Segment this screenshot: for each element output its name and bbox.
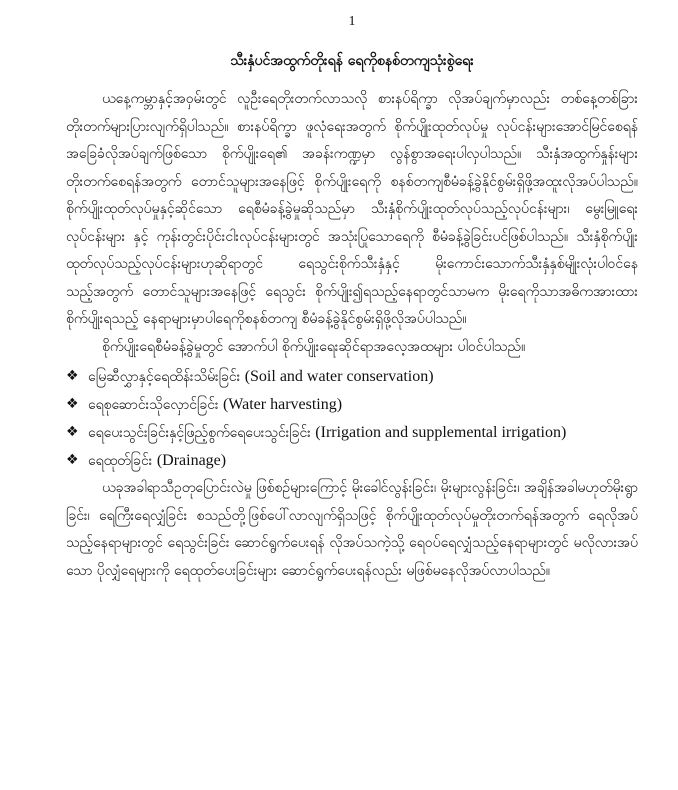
diamond-bullet-icon: ❖ — [66, 424, 79, 440]
page-number: 1 — [348, 14, 356, 29]
list-item-text: ရေထုတ်ခြင်း — [88, 453, 153, 469]
diamond-bullet-icon: ❖ — [66, 396, 79, 412]
list-item-english: (Water harvesting) — [222, 396, 343, 413]
list-item-text: ရေပေးသွင်းခြင်းနှင့်ဖြည့်စွက်ရေပေးသွင်းခြင်း — [88, 425, 311, 441]
list-item-text: မြေဆီလွှာနှင့်ရေထိန်းသိမ်းခြင်း — [88, 369, 241, 385]
document-title: သီးနှံပင်အထွက်တိုးရန် ရေကိုစနစ်တကျသုံးစွဲရေး — [230, 53, 474, 69]
list-item-english: (Soil and water conservation) — [244, 368, 434, 385]
list-item-text: ရေစုဆောင်းသိုလှောင်ခြင်း — [88, 397, 219, 413]
document-page — [66, 10, 638, 585]
list-item — [66, 419, 638, 447]
practices-list — [66, 363, 638, 475]
intro-paragraph: ယနေ့ကမ္ဘာနှင့်အဝှမ်းတွင် လူဦးရေတိုးတက်လာသလို စားနပ်ရိက္ခာ လိုအပ်ချက်မှာလည်း တစ်နေ့တစ်ခြား တိုးတက်များပြားလျက်ရှိပါသည်။ စားနပ်ရိက္ခာ ဖူလုံရေးအတွက် စိုက်ပျိုးထုတ်လုပ်မှု လုပ်ငန်းများအောင်မြင်စေရန် အခြေခံလိုအပ်ချက်ဖြစ်သော စိုက်ပျိုးရေ၏ အခန်းကဏ္ဍမှာ လွန်စွာအရေးပါလှပါသည်။ သီးနှံအထွက်နှုန်းများ တိုးတက်စေရန်အတွက် တောင်သူများအနေဖြင့် စိုက်ပျိုးရေကို စနစ်တကျစီမံခန့်ခွဲနိုင်စွမ်းရှိဖို့အထူးလိုအပ်ပါသည်။ စိုက်ပျိုးထုတ်လုပ်မှုနှင့်ဆိုင်သော ရေစီမံခန့်ခွဲမှုဆိုသည်မှာ သီးနှံစိုက်ပျိုးထုတ်လုပ်သည့်လုပ်ငန်းများ၊ မွေးမြူရေးလုပ်ငန်းများ နှင့် ကုန်းတွင်းပိုင်းငါးလုပ်ငန်းများတွင် အသုံးပြုသောရေကို စီမံခန့်ခွဲခြင်းပင်ဖြစ်ပါသည်။ သီးနှံစိုက်ပျိုးထုတ်လုပ်သည့်လုပ်ငန်းများဟုဆိုရာတွင် ရေသွင်းစိုက်သီးနှံနှင့် မိုးကောင်းသောက်သီးနှံနှစ်မျိုးလုံးပါဝင်နေသည့်အတွက် တောင်သူများအနေဖြင့် ရေသွင်း စိုက်ပျိုး၍ရသည့်နေရာတွင်သာမက မိုးရေကိုသာအဓိကအားထားစိုက်ပျိုးရသည့် နေရာများမှာပါရေကိုစနစ်တကျ စီမံခန့်ခွဲနိုင်စွမ်းရှိဖို့လိုအပ်ပါသည်။ — [66, 91, 638, 327]
practices-intro-paragraph: စိုက်ပျိုးရေစီမံခန့်ခွဲမှုတွင် အောက်ပါ စိုက်ပျိုးရေးဆိုင်ရာအလေ့အထများ ပါဝင်ပါသည်။ — [102, 338, 526, 355]
list-item — [66, 363, 638, 391]
climate-change-paragraph: ယခုအခါရာသီဥတုပြောင်းလဲမှု ဖြစ်စဉ်များကြောင့် မိုးခေါင်လွန်းခြင်း၊ မိုးများလွန်းခြင်း၊ အချိန်အခါမဟုတ်မိုးရွာခြင်း၊ ရေကြီးရေလျှံခြင်း စသည်တို့ဖြစ်ပေါ်လာလျက်ရှိသဖြင့် စိုက်ပျိုးထုတ်လုပ်မှုတိုးတက်ရန်အတွက် ရေလိုအပ်သည့်နေရာများတွင် ရေသွင်းခြင်း ဆောင်ရွက်ပေးရန် လိုအပ်သကဲ့သို့ ရေဝပ်ရေလျှံသည့်နေရာများတွင် မလိုလားအပ်သော ပိုလျှံရေများကို ရေထုတ်ပေးခြင်းများ ဆောင်ရွက်ပေးရန်လည်း မဖြစ်မနေလိုအပ်လာပါသည်။ — [66, 480, 638, 579]
list-item-english: (Drainage) — [156, 452, 227, 469]
diamond-bullet-icon: ❖ — [66, 452, 79, 468]
list-item — [66, 447, 638, 475]
list-item-english: (Irrigation and supplemental irrigation) — [315, 424, 567, 441]
list-item — [66, 391, 638, 419]
diamond-bullet-icon: ❖ — [66, 368, 79, 384]
